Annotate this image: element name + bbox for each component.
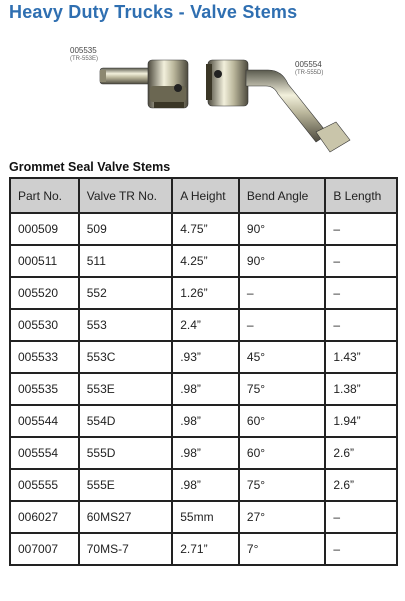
cell-valve-tr-no: 553: [79, 309, 172, 341]
table-row: [10, 405, 397, 437]
cell-b-length: 2.6”: [325, 469, 397, 501]
table-row: [10, 213, 397, 245]
cell-valve-tr-no: 509: [79, 213, 172, 245]
header-part-no: Part No.: [10, 178, 79, 213]
table-row: [10, 437, 397, 469]
cell-valve-tr-no: 70MS-7: [79, 533, 172, 565]
table-row: [10, 469, 397, 501]
cell-b-length: 1.94”: [325, 405, 397, 437]
table-row: [10, 533, 397, 565]
table-row: [10, 245, 397, 277]
cell-part-no: 005544: [10, 405, 79, 437]
cell-a-height: .98”: [172, 437, 239, 469]
table-row: [10, 373, 397, 405]
cell-a-height: .93”: [172, 341, 239, 373]
stem-right-part-number: 005554: [295, 60, 322, 69]
cell-bend-angle: 75°: [239, 469, 325, 501]
cell-a-height: 4.75”: [172, 213, 239, 245]
cell-part-no: 005555: [10, 469, 79, 501]
cell-valve-tr-no: 554D: [79, 405, 172, 437]
cell-bend-angle: 45°: [239, 341, 325, 373]
cell-b-length: –: [325, 309, 397, 341]
stem-right-shape: [206, 60, 350, 152]
cell-a-height: 2.4”: [172, 309, 239, 341]
cell-valve-tr-no: 555D: [79, 437, 172, 469]
table-body: [10, 213, 397, 565]
cell-part-no: 005530: [10, 309, 79, 341]
cell-part-no: 005554: [10, 437, 79, 469]
stem-right-tr-number: (TR-555D): [295, 70, 324, 76]
cell-bend-angle: 60°: [239, 405, 325, 437]
table-row: [10, 309, 397, 341]
cell-a-height: .98”: [172, 469, 239, 501]
valve-stems-photo: [0, 30, 405, 160]
cell-a-height: 4.25”: [172, 245, 239, 277]
cell-a-height: 2.71”: [172, 533, 239, 565]
cell-b-length: –: [325, 213, 397, 245]
cell-valve-tr-no: 555E: [79, 469, 172, 501]
cell-b-length: –: [325, 501, 397, 533]
cell-bend-angle: 90°: [239, 245, 325, 277]
cell-a-height: .98”: [172, 373, 239, 405]
stem-left-part-number: 005535: [70, 46, 97, 55]
cell-valve-tr-no: 552: [79, 277, 172, 309]
header-valve-tr-no: Valve TR No.: [79, 178, 172, 213]
cell-part-no: 006027: [10, 501, 79, 533]
cell-bend-angle: 75°: [239, 373, 325, 405]
stem-left-shape: [100, 60, 188, 108]
cell-bend-angle: 7°: [239, 533, 325, 565]
cell-part-no: 005533: [10, 341, 79, 373]
cell-bend-angle: 27°: [239, 501, 325, 533]
valve-stems-table: [9, 177, 398, 566]
table-row: [10, 277, 397, 309]
cell-a-height: .98”: [172, 405, 239, 437]
cell-valve-tr-no: 553E: [79, 373, 172, 405]
cell-part-no: 000509: [10, 213, 79, 245]
cell-a-height: 1.26”: [172, 277, 239, 309]
table-header-row: [10, 178, 397, 213]
header-bend-angle: Bend Angle: [239, 178, 325, 213]
cell-b-length: 1.38”: [325, 373, 397, 405]
section-title: Grommet Seal Valve Stems: [9, 160, 171, 174]
table-row: [10, 501, 397, 533]
cell-b-length: –: [325, 245, 397, 277]
cell-b-length: 1.43”: [325, 341, 397, 373]
cell-a-height: 55mm: [172, 501, 239, 533]
header-a-height: A Height: [172, 178, 239, 213]
cell-part-no: 005535: [10, 373, 79, 405]
cell-b-length: –: [325, 277, 397, 309]
cell-part-no: 007007: [10, 533, 79, 565]
cell-bend-angle: –: [239, 277, 325, 309]
stem-left-tr-number: (TR-553E): [70, 56, 99, 62]
valve-stems-illustration: [0, 30, 405, 160]
cell-part-no: 005520: [10, 277, 79, 309]
cell-b-length: 2.6”: [325, 437, 397, 469]
header-b-length: B Length: [325, 178, 397, 213]
cell-valve-tr-no: 511: [79, 245, 172, 277]
cell-part-no: 000511: [10, 245, 79, 277]
cell-bend-angle: 60°: [239, 437, 325, 469]
cell-bend-angle: –: [239, 309, 325, 341]
table-row: [10, 341, 397, 373]
cell-bend-angle: 90°: [239, 213, 325, 245]
cell-valve-tr-no: 60MS27: [79, 501, 172, 533]
page-title: Heavy Duty Trucks - Valve Stems: [9, 2, 298, 22]
cell-valve-tr-no: 553C: [79, 341, 172, 373]
cell-b-length: –: [325, 533, 397, 565]
